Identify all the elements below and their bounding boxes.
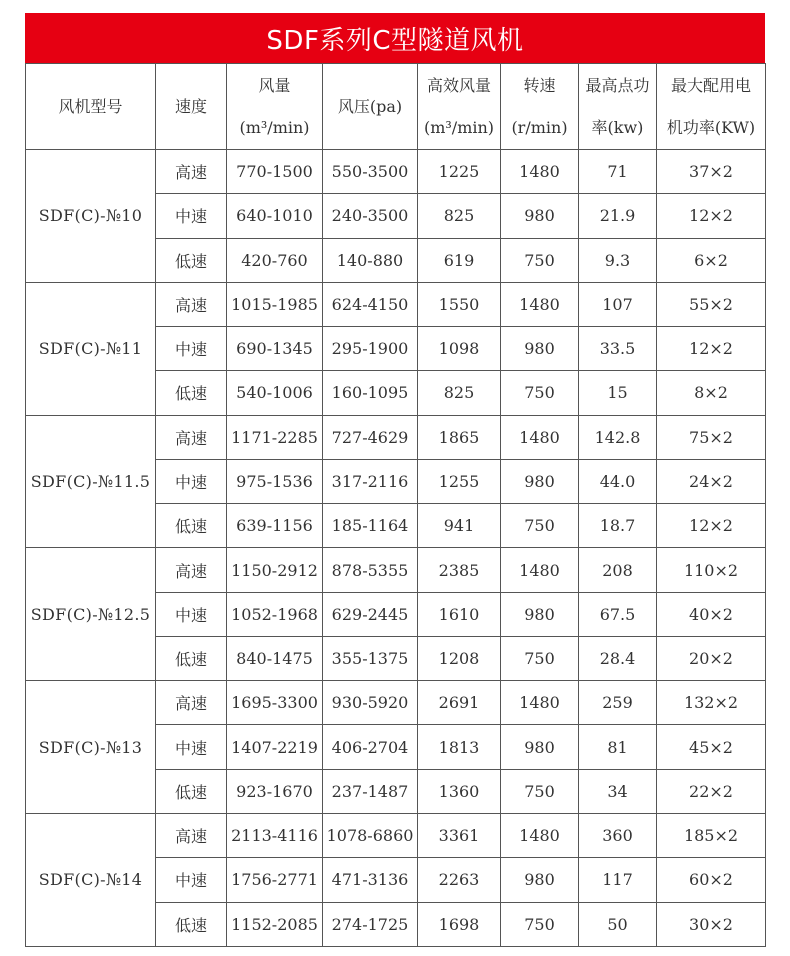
cell-eff-airflow: 1550 <box>418 282 501 326</box>
cell-model: SDF(C)-№11.5 <box>26 415 156 548</box>
title-banner <box>25 13 765 63</box>
cell-pressure: 629-2445 <box>323 592 418 636</box>
cell-max-power: 9.3 <box>579 238 657 282</box>
header-rpm: 转速 (r/min) <box>501 64 579 150</box>
header-row <box>26 64 766 150</box>
cell-rpm: 1480 <box>501 282 579 326</box>
cell-pressure: 237-1487 <box>323 769 418 813</box>
cell-speed: 低速 <box>156 238 227 282</box>
cell-airflow: 1015-1985 <box>227 282 323 326</box>
cell-speed: 高速 <box>156 548 227 592</box>
cell-airflow: 770-1500 <box>227 150 323 194</box>
cell-motor-power: 55×2 <box>657 282 766 326</box>
cell-max-power: 21.9 <box>579 194 657 238</box>
cell-max-power: 18.7 <box>579 504 657 548</box>
cell-model: SDF(C)-№12.5 <box>26 548 156 681</box>
cell-airflow: 639-1156 <box>227 504 323 548</box>
cell-motor-power: 24×2 <box>657 459 766 503</box>
cell-eff-airflow: 825 <box>418 371 501 415</box>
cell-eff-airflow: 2385 <box>418 548 501 592</box>
cell-max-power: 142.8 <box>579 415 657 459</box>
header-airflow: 风量 (m³/min) <box>227 64 323 150</box>
cell-airflow: 1171-2285 <box>227 415 323 459</box>
cell-rpm: 980 <box>501 194 579 238</box>
cell-rpm: 750 <box>501 769 579 813</box>
cell-model: SDF(C)-№11 <box>26 282 156 415</box>
cell-speed: 低速 <box>156 769 227 813</box>
cell-eff-airflow: 2691 <box>418 681 501 725</box>
cell-airflow: 2113-4116 <box>227 813 323 857</box>
cell-max-power: 208 <box>579 548 657 592</box>
cell-pressure: 185-1164 <box>323 504 418 548</box>
cell-rpm: 1480 <box>501 681 579 725</box>
cell-pressure: 355-1375 <box>323 636 418 680</box>
cell-airflow: 1407-2219 <box>227 725 323 769</box>
cell-airflow: 1695-3300 <box>227 681 323 725</box>
page-title: SDF系列C型隧道风机 <box>266 25 524 56</box>
cell-speed: 高速 <box>156 282 227 326</box>
header-speed: 速度 <box>156 64 227 150</box>
cell-model: SDF(C)-№13 <box>26 681 156 814</box>
cell-rpm: 750 <box>501 238 579 282</box>
cell-rpm: 750 <box>501 636 579 680</box>
cell-eff-airflow: 1208 <box>418 636 501 680</box>
cell-motor-power: 12×2 <box>657 327 766 371</box>
cell-motor-power: 12×2 <box>657 504 766 548</box>
cell-airflow: 690-1345 <box>227 327 323 371</box>
cell-rpm: 980 <box>501 459 579 503</box>
cell-rpm: 1480 <box>501 415 579 459</box>
cell-speed: 高速 <box>156 813 227 857</box>
cell-eff-airflow: 1698 <box>418 902 501 946</box>
cell-eff-airflow: 1225 <box>418 150 501 194</box>
cell-max-power: 117 <box>579 858 657 902</box>
cell-pressure: 550-3500 <box>323 150 418 194</box>
table-row <box>26 150 766 194</box>
cell-speed: 低速 <box>156 504 227 548</box>
cell-model: SDF(C)-№14 <box>26 813 156 946</box>
cell-airflow: 1756-2771 <box>227 858 323 902</box>
cell-max-power: 34 <box>579 769 657 813</box>
cell-pressure: 274-1725 <box>323 902 418 946</box>
cell-motor-power: 60×2 <box>657 858 766 902</box>
cell-speed: 高速 <box>156 150 227 194</box>
cell-pressure: 930-5920 <box>323 681 418 725</box>
cell-motor-power: 6×2 <box>657 238 766 282</box>
cell-max-power: 50 <box>579 902 657 946</box>
spec-table <box>25 63 766 947</box>
cell-airflow: 1152-2085 <box>227 902 323 946</box>
cell-eff-airflow: 1865 <box>418 415 501 459</box>
cell-speed: 高速 <box>156 415 227 459</box>
cell-max-power: 259 <box>579 681 657 725</box>
cell-pressure: 160-1095 <box>323 371 418 415</box>
cell-max-power: 67.5 <box>579 592 657 636</box>
cell-rpm: 980 <box>501 725 579 769</box>
cell-pressure: 406-2704 <box>323 725 418 769</box>
cell-eff-airflow: 1098 <box>418 327 501 371</box>
cell-eff-airflow: 1255 <box>418 459 501 503</box>
cell-airflow: 540-1006 <box>227 371 323 415</box>
cell-eff-airflow: 1813 <box>418 725 501 769</box>
cell-max-power: 15 <box>579 371 657 415</box>
cell-speed: 中速 <box>156 725 227 769</box>
table-row <box>26 813 766 857</box>
header-model: 风机型号 <box>26 64 156 150</box>
cell-airflow: 1150-2912 <box>227 548 323 592</box>
cell-rpm: 1480 <box>501 150 579 194</box>
cell-eff-airflow: 941 <box>418 504 501 548</box>
table-row <box>26 282 766 326</box>
cell-eff-airflow: 1610 <box>418 592 501 636</box>
cell-pressure: 317-2116 <box>323 459 418 503</box>
cell-rpm: 750 <box>501 504 579 548</box>
cell-rpm: 1480 <box>501 813 579 857</box>
cell-motor-power: 20×2 <box>657 636 766 680</box>
cell-airflow: 640-1010 <box>227 194 323 238</box>
cell-pressure: 240-3500 <box>323 194 418 238</box>
cell-motor-power: 22×2 <box>657 769 766 813</box>
cell-pressure: 140-880 <box>323 238 418 282</box>
table-row <box>26 681 766 725</box>
cell-motor-power: 30×2 <box>657 902 766 946</box>
cell-max-power: 360 <box>579 813 657 857</box>
cell-max-power: 33.5 <box>579 327 657 371</box>
cell-max-power: 71 <box>579 150 657 194</box>
cell-motor-power: 40×2 <box>657 592 766 636</box>
cell-motor-power: 110×2 <box>657 548 766 592</box>
cell-airflow: 1052-1968 <box>227 592 323 636</box>
cell-speed: 低速 <box>156 902 227 946</box>
cell-rpm: 750 <box>501 902 579 946</box>
cell-pressure: 878-5355 <box>323 548 418 592</box>
cell-speed: 中速 <box>156 194 227 238</box>
cell-speed: 高速 <box>156 681 227 725</box>
cell-eff-airflow: 825 <box>418 194 501 238</box>
cell-rpm: 980 <box>501 327 579 371</box>
cell-rpm: 750 <box>501 371 579 415</box>
cell-pressure: 624-4150 <box>323 282 418 326</box>
cell-max-power: 44.0 <box>579 459 657 503</box>
header-eff-airflow: 高效风量 (m³/min) <box>418 64 501 150</box>
cell-motor-power: 8×2 <box>657 371 766 415</box>
table-row <box>26 548 766 592</box>
cell-airflow: 975-1536 <box>227 459 323 503</box>
cell-pressure: 727-4629 <box>323 415 418 459</box>
cell-eff-airflow: 619 <box>418 238 501 282</box>
header-max-power: 最高点功 率(kw) <box>579 64 657 150</box>
cell-max-power: 107 <box>579 282 657 326</box>
cell-eff-airflow: 1360 <box>418 769 501 813</box>
cell-eff-airflow: 2263 <box>418 858 501 902</box>
cell-airflow: 420-760 <box>227 238 323 282</box>
cell-motor-power: 12×2 <box>657 194 766 238</box>
cell-rpm: 980 <box>501 592 579 636</box>
header-motor-power: 最大配用电 机功率(KW) <box>657 64 766 150</box>
cell-speed: 低速 <box>156 371 227 415</box>
header-pressure: 风压(pa) <box>323 64 418 150</box>
cell-max-power: 28.4 <box>579 636 657 680</box>
cell-motor-power: 45×2 <box>657 725 766 769</box>
cell-speed: 中速 <box>156 327 227 371</box>
cell-motor-power: 37×2 <box>657 150 766 194</box>
cell-speed: 中速 <box>156 592 227 636</box>
cell-rpm: 1480 <box>501 548 579 592</box>
cell-pressure: 1078-6860 <box>323 813 418 857</box>
cell-airflow: 923-1670 <box>227 769 323 813</box>
cell-speed: 中速 <box>156 858 227 902</box>
cell-rpm: 980 <box>501 858 579 902</box>
cell-pressure: 471-3136 <box>323 858 418 902</box>
table-row <box>26 415 766 459</box>
cell-speed: 中速 <box>156 459 227 503</box>
cell-motor-power: 185×2 <box>657 813 766 857</box>
table-body <box>26 150 766 947</box>
cell-motor-power: 132×2 <box>657 681 766 725</box>
cell-motor-power: 75×2 <box>657 415 766 459</box>
cell-speed: 低速 <box>156 636 227 680</box>
cell-pressure: 295-1900 <box>323 327 418 371</box>
cell-airflow: 840-1475 <box>227 636 323 680</box>
cell-max-power: 81 <box>579 725 657 769</box>
cell-model: SDF(C)-№10 <box>26 150 156 283</box>
cell-eff-airflow: 3361 <box>418 813 501 857</box>
